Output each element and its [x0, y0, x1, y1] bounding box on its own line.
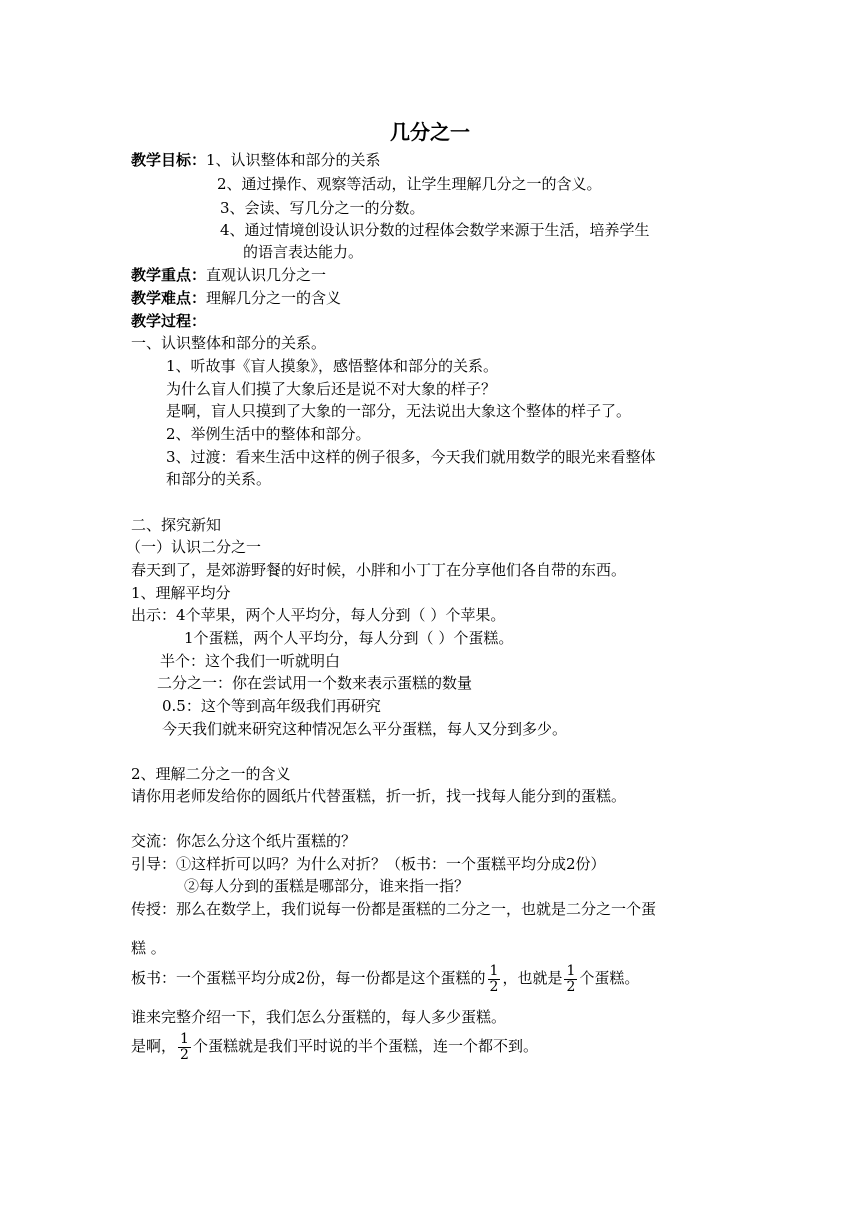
part2-line: 0.5：这个等到高年级我们再研究 — [162, 697, 381, 715]
part2-subheading: （一）认识二分之一 — [126, 538, 262, 556]
goals-line-1 — [131, 150, 381, 170]
fraction-one-half: $\frac{1}{2}$ — [489, 962, 499, 995]
part1-line: 和部分的关系。 — [166, 470, 272, 488]
part2-line: 春天到了，是郊游野餐的好时候，小胖和小丁丁在分享他们各自带的东西。 — [131, 561, 627, 579]
intro-line: 谁来完整介绍一下，我们怎么分蛋糕的，每人多少蛋糕。 — [131, 1008, 507, 1026]
key-point-label: 教学重点： — [131, 266, 207, 284]
part2-line: 1个蛋糕，两个人平均分，每人分到（ ）个蛋糕。 — [184, 629, 514, 647]
part1-line: 2、举例生活中的整体和部分。 — [166, 425, 371, 443]
goal-item-3: 3、会读、写几分之一的分数。 — [220, 199, 425, 217]
part2-line: 出示：4个苹果，两个人平均分，每人分到（ ）个苹果。 — [131, 606, 506, 624]
part1-line: 1、听故事《盲人摸象》，感悟整体和部分的关系。 — [166, 357, 499, 375]
part3-line: 交流：你怎么分这个纸片蛋糕的？ — [131, 832, 357, 850]
part3-heading: 2、理解二分之一的含义 — [131, 765, 291, 783]
goals-label: 教学目标： — [131, 151, 207, 169]
part2-line: 今天我们就来研究这种情况怎么平分蛋糕，每人又分到多少。 — [162, 720, 568, 738]
part3-line: 请你用老师发给你的圆纸片代替蛋糕，折一折，找一找每人能分到的蛋糕。 — [131, 787, 627, 805]
difficulty-text: 理解几分之一的含义 — [206, 289, 342, 307]
part1-line: 为什么盲人们摸了大象后还是说不对大象的样子？ — [166, 380, 497, 398]
difficulty — [131, 288, 341, 308]
part1-line: 3、过渡：看来生活中这样的例子很多，今天我们就用数学的眼光来看整体 — [166, 448, 656, 466]
part3-line: 引导：①这样折可以吗？为什么对折？（板书：一个蛋糕平均分成2份） — [131, 855, 606, 873]
document-title: 几分之一 — [390, 120, 470, 144]
goal-item-2: 2、通过操作、观察等活动，让学生理解几分之一的含义。 — [217, 175, 602, 193]
goal-item-4: 4、通过情境创设认识分数的过程体会数学来源于生活，培养学生 — [220, 221, 650, 239]
fraction-one-half: $\frac{1}{2}$ — [566, 962, 576, 995]
last-line: 是啊， $\frac{1}{2}$ 个蛋糕就是我们平时说的半个蛋糕，连一个都不到。 — [131, 1030, 538, 1063]
key-point — [131, 265, 326, 285]
part2-line: 二分之一：你在尝试用一个数来表示蛋糕的数量 — [157, 674, 473, 692]
goal-item-4-cont: 的语言表达能力。 — [243, 243, 364, 261]
part3-line: ②每人分到的蛋糕是哪部分，谁来指一指？ — [184, 877, 470, 895]
part3-line: 传授：那么在数学上，我们说每一份都是蛋糕的二分之一，也就是二分之一个蛋 — [131, 900, 657, 918]
part1-heading: 一、认识整体和部分的关系。 — [131, 334, 327, 352]
process-label: 教学过程： — [131, 312, 207, 330]
key-point-text: 直观认识几分之一 — [206, 266, 327, 284]
board-line: 板书：一个蛋糕平均分成2份，每一份都是这个蛋糕的 $\frac{1}{2}$ ，也就是 $\frac{1}{2}$ 个蛋糕。 — [131, 962, 640, 995]
goal-item-1: 1、认识整体和部分的关系 — [206, 151, 381, 169]
fraction-one-half: $\frac{1}{2}$ — [180, 1030, 189, 1063]
difficulty-label: 教学难点： — [131, 289, 207, 307]
part1-line: 是啊，盲人只摸到了大象的一部分，无法说出大象这个整体的样子了。 — [166, 402, 632, 420]
part3-line: 糕 。 — [131, 939, 166, 957]
part2-heading: 二、探究新知 — [131, 516, 222, 534]
part2-line: 1、理解平均分 — [131, 584, 231, 602]
part2-line: 半个：这个我们一听就明白 — [160, 652, 341, 670]
